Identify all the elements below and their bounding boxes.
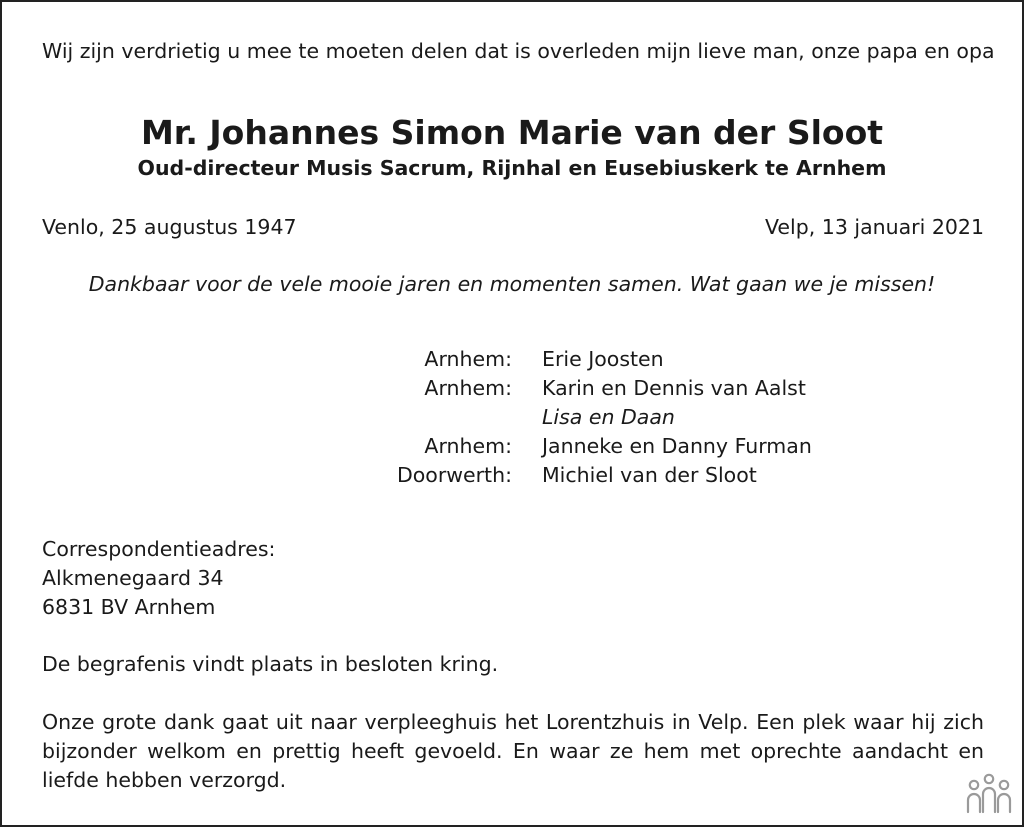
relative-names: Lisa en Daan [542,405,675,429]
thanks-paragraph: Onze grote dank gaat uit naar verpleeghuis het Lorentzhuis in Velp. Een plek waar hij zich bijzonder welkom en prettig heeft gevoeld. En waar ze hem met oprechte aandacht en liefde hebben verzorgd. [42,710,984,792]
relative-place: Doorwerth: [396,463,512,487]
deceased-title: Oud-directeur Musis Sacrum, Rijnhal en Eusebiuskerk te Arnhem [137,156,887,180]
address-label: Correspondentieadres: [42,537,276,561]
death-info: Velp, 13 januari 2021 [764,215,984,239]
relative-names: Janneke en Danny Furman [542,434,812,458]
relative-place: Arnhem: [424,434,512,458]
family-group-icon [964,772,1014,816]
address-street: Alkmenegaard 34 [42,566,224,590]
intro-text: Wij zijn verdrietig u mee te moeten delen dat is overleden mijn lieve man, onze papa en opa [42,39,995,63]
deceased-name: Mr. Johannes Simon Marie van der Sloot [140,113,884,152]
relative-names: Karin en Dennis van Aalst [542,376,806,400]
relative-place: Arnhem: [424,347,512,371]
relative-names: Michiel van der Sloot [542,463,757,487]
relative-place: Arnhem: [424,376,512,400]
funeral-text: De begrafenis vindt plaats in besloten kring. [42,652,499,676]
address-city: 6831 BV Arnhem [42,595,216,619]
motto-text: Dankbaar voor de vele mooie jaren en momenten samen. Wat gaan we je missen! [88,272,936,296]
relative-names: Erie Joosten [542,347,664,371]
birth-info: Venlo, 25 augustus 1947 [42,215,297,239]
